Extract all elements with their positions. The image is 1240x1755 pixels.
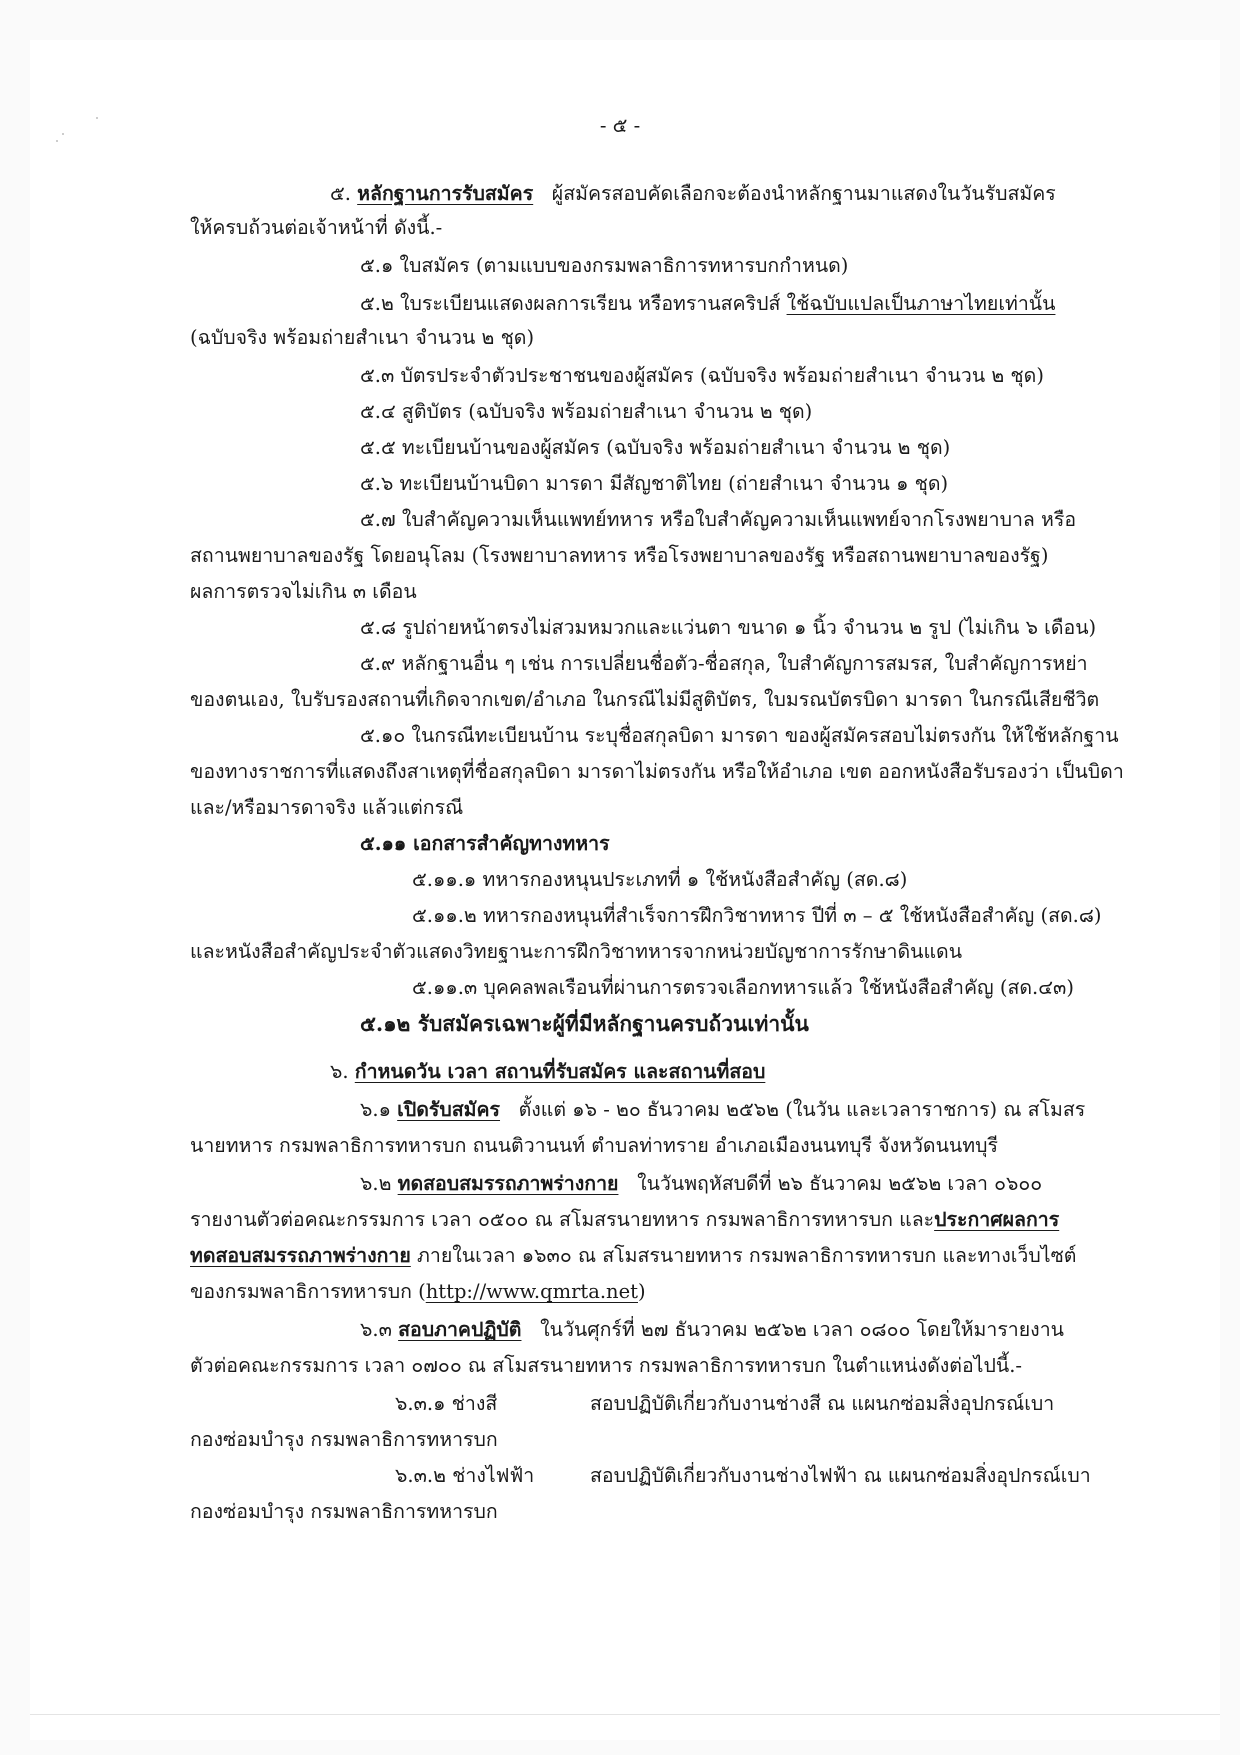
section-6-heading	[330, 1058, 765, 1088]
item-6-2-text: ในวันพฤหัสบดีที่ ๒๖ ธันวาคม ๒๕๖๒ เวลา ๐๖๐๐	[637, 1172, 1043, 1195]
item-5-4: ๕.๔ สูติบัตร (ฉบับจริง พร้อมถ่ายสำเนา จำนวน ๒ ชุด)	[360, 400, 813, 423]
item-5-11: ๕.๑๑ เอกสารสำคัญทางทหาร	[360, 832, 610, 855]
item-6-2-cont	[190, 1206, 1059, 1236]
section-5-heading	[330, 180, 1056, 210]
item-5-12: ๕.๑๒ รับสมัครเฉพาะผู้ที่มีหลักฐานครบถ้วนเท่านั้น	[360, 1011, 809, 1036]
item-5-10: ๕.๑๐ ในกรณีทะเบียนบ้าน ระบุชื่อสกุลบิดา มารดา ของผู้สมัครสอบไม่ตรงกัน ให้ใช้หลักฐาน	[360, 724, 1119, 747]
item-5-11-2: ๕.๑๑.๒ ทหารกองหนุนที่สำเร็จการฝึกวิชาทหาร ปีที่ ๓ – ๕ ใช้หนังสือสำคัญ (สด.๘)	[412, 904, 1102, 927]
section-5-number: ๕.	[330, 182, 351, 205]
item-5-9: ๕.๙ หลักฐานอื่น ๆ เช่น การเปลี่ยนชื่อตัว-ชื่อสกุล, ใบสำคัญการสมรส, ใบสำคัญการหย่า	[360, 652, 1088, 675]
item-6-1	[360, 1096, 1085, 1126]
item-5-2	[360, 290, 1055, 320]
item-6-3-2-cont: กองซ่อมบำรุง กรมพลาธิการทหารบก	[190, 1500, 498, 1523]
item-5-6: ๕.๖ ทะเบียนบ้านบิดา มารดา มีสัญชาติไทย (ถ่ายสำเนา จำนวน ๑ ชุด)	[360, 472, 949, 495]
item-6-2-cont-text: )	[638, 1280, 646, 1303]
item-5-8: ๕.๘ รูปถ่ายหน้าตรงไม่สวมหมวกและแว่นตา ขนาด ๑ นิ้ว จำนวน ๒ รูป (ไม่เกิน ๖ เดือน)	[360, 616, 1097, 639]
item-6-3-1-cont: กองซ่อมบำรุง กรมพลาธิการทหารบก	[190, 1428, 498, 1451]
item-5-2-note: ใช้ฉบับแปลเป็นภาษาไทยเท่านั้น	[786, 292, 1056, 315]
item-6-1-title: เปิดรับสมัคร	[397, 1098, 501, 1121]
item-5-7-cont: ผลการตรวจไม่เกิน ๓ เดือน	[190, 580, 417, 603]
item-6-2-cont	[190, 1242, 1076, 1272]
section-5-intro-cont: ให้ครบถ้วนต่อเจ้าหน้าที่ ดังนี้.-	[190, 216, 443, 239]
item-5-11-3: ๕.๑๑.๓ บุคคลพลเรือนที่ผ่านการตรวจเลือกทหารแล้ว ใช้หนังสือสำคัญ (สด.๔๓)	[412, 976, 1074, 999]
item-6-3-title: สอบภาคปฏิบัติ	[398, 1318, 522, 1341]
item-6-3-2-label: ๖.๓.๒ ช่างไฟฟ้า	[395, 1464, 535, 1487]
item-6-2-cont-text: ของกรมพลาธิการทหารบก (	[190, 1280, 426, 1303]
section-5-title: หลักฐานการรับสมัคร	[357, 182, 534, 205]
website-link[interactable]: http://www.qmrta.net	[425, 1280, 638, 1303]
item-5-10-cont: และ/หรือมารดาจริง แล้วแต่กรณี	[190, 796, 464, 819]
item-5-11-1: ๕.๑๑.๑ ทหารกองหนุนประเภทที่ ๑ ใช้หนังสือสำคัญ (สด.๘)	[412, 868, 908, 891]
item-6-3-number: ๖.๓	[360, 1318, 392, 1341]
item-5-11-2-cont: และหนังสือสำคัญประจำตัวแสดงวิทยฐานะการฝึกวิชาทหารจากหน่วยบัญชาการรักษาดินแดน	[190, 940, 963, 963]
item-5-1: ๕.๑ ใบสมัคร (ตามแบบของกรมพลาธิการทหารบกกำหนด)	[360, 254, 849, 277]
results-announcement-cont: ทดสอบสมรรถภาพร่างกาย	[190, 1244, 411, 1267]
item-6-3-1-desc: สอบปฏิบัติเกี่ยวกับงานช่างสี ณ แผนกซ่อมสิ่งอุปกรณ์เบา	[590, 1392, 1055, 1415]
item-6-3-1-label: ๖.๓.๑ ช่างสี	[395, 1392, 498, 1415]
section-6-title: กำหนดวัน เวลา สถานที่รับสมัคร และสถานที่สอบ	[354, 1060, 766, 1083]
item-6-1-cont: นายทหาร กรมพลาธิการทหารบก ถนนติวานนท์ ตำบลท่าทราย อำเภอเมืองนนทบุรี จังหวัดนนทบุรี	[190, 1134, 998, 1157]
item-6-1-number: ๖.๑	[360, 1098, 391, 1121]
item-6-3-2-desc: สอบปฏิบัติเกี่ยวกับงานช่างไฟฟ้า ณ แผนกซ่อมสิ่งอุปกรณ์เบา	[590, 1464, 1091, 1487]
item-5-2-cont: (ฉบับจริง พร้อมถ่ายสำเนา จำนวน ๒ ชุด)	[190, 326, 535, 349]
item-5-3: ๕.๓ บัตรประจำตัวประชาชนของผู้สมัคร (ฉบับจริง พร้อมถ่ายสำเนา จำนวน ๒ ชุด)	[360, 364, 1044, 387]
item-6-2-cont	[190, 1278, 646, 1308]
item-6-3	[360, 1316, 1064, 1346]
item-5-9-cont: ของตนเอง, ใบรับรองสถานที่เกิดจากเขต/อำเภอ ในกรณีไม่มีสูติบัตร, ใบมรณบัตรบิดา มารดา ในกรณีเสียชีวิต	[190, 688, 1100, 711]
item-5-10-cont: ของทางราชการที่แสดงถึงสาเหตุที่ชื่อสกุลบิดา มารดาไม่ตรงกัน หรือให้อำเภอ เขต ออกหนังสือรับรองว่า เป็นบิดา	[190, 760, 1124, 783]
section-6-number: ๖.	[330, 1060, 349, 1083]
scan-border	[30, 1714, 1220, 1715]
item-6-2-cont-text: รายงานตัวต่อคณะกรรมการ เวลา ๐๕๐๐ ณ สโมสรนายทหาร กรมพลาธิการทหารบก และ	[190, 1208, 935, 1231]
section-5-intro: ผู้สมัครสอบคัดเลือกจะต้องนำหลักฐานมาแสดงในวันรับสมัคร	[551, 182, 1056, 205]
item-6-2	[360, 1170, 1042, 1200]
results-announcement: ประกาศผลการ	[934, 1208, 1060, 1231]
item-5-2-text: ๕.๒ ใบระเบียนแสดงผลการเรียน หรือทรานสคริปส์	[360, 292, 781, 315]
item-6-1-text: ตั้งแต่ ๑๖ - ๒๐ ธันวาคม ๒๕๖๒ (ในวัน และเวลาราชการ) ณ สโมสร	[518, 1098, 1086, 1121]
item-6-2-title: ทดสอบสมรรถภาพร่างกาย	[397, 1172, 619, 1195]
item-6-3-cont: ตัวต่อคณะกรรมการ เวลา ๐๗๐๐ ณ สโมสรนายทหาร กรมพลาธิการทหารบก ในตำแหน่งดังต่อไปนี้.-	[190, 1354, 1022, 1377]
item-6-2-number: ๖.๒	[360, 1172, 392, 1195]
item-6-2-cont-text: ภายในเวลา ๑๖๓๐ ณ สโมสรนายทหาร กรมพลาธิการทหารบก และทางเว็บไซต์	[410, 1244, 1077, 1267]
item-6-3-text: ในวันศุกร์ที่ ๒๗ ธันวาคม ๒๕๖๒ เวลา ๐๘๐๐ โดยให้มารายงาน	[540, 1318, 1064, 1341]
item-5-5: ๕.๕ ทะเบียนบ้านของผู้สมัคร (ฉบับจริง พร้อมถ่ายสำเนา จำนวน ๒ ชุด)	[360, 436, 951, 459]
item-5-7-cont: สถานพยาบาลของรัฐ โดยอนุโลม (โรงพยาบาลทหาร หรือโรงพยาบาลของรัฐ หรือสถานพยาบาลของรัฐ)	[190, 544, 1049, 567]
item-5-7: ๕.๗ ใบสำคัญความเห็นแพทย์ทหาร หรือใบสำคัญความเห็นแพทย์จากโรงพยาบาล หรือ	[360, 508, 1077, 531]
page-number: - ๕ -	[599, 114, 641, 137]
